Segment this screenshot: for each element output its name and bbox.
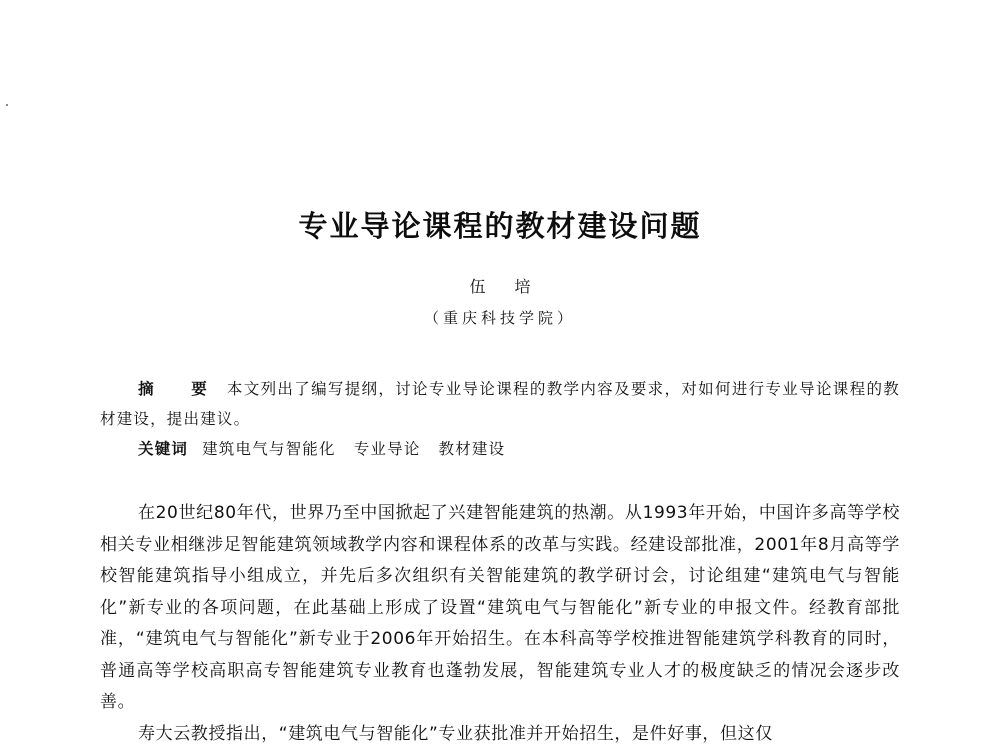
keyword-item: 专业导论	[353, 440, 421, 458]
keyword-item: 教材建设	[438, 440, 506, 458]
scan-speck	[6, 104, 8, 106]
abstract-text: 本文列出了编写提纲，讨论专业导论课程的教学内容及要求，对如何进行专业导论课程的教材建设，提出建议。	[100, 380, 900, 428]
keyword-item: 建筑电气与智能化	[202, 440, 336, 458]
abstract-block	[100, 374, 900, 434]
keywords-label: 关键词	[138, 440, 189, 458]
author-affiliation: （重庆科技学院）	[423, 309, 576, 327]
keywords-block	[138, 434, 898, 464]
author-name: 伍 培	[469, 277, 543, 296]
body-paragraph: 在20世纪80年代，世界乃至中国掀起了兴建智能建筑的热潮。从1993年开始，中国许多高等学校相关专业相继涉足智能建筑领域教学内容和课程体系的改革与实践。经建设部批准，2001年8月高等学校智能建筑指导小组成立，并先后多次组织有关智能建筑的教学研讨会，讨论组建“建筑电气与智能化”新专业的各项问题，在此基础上形成了设置“建筑电气与智能化”新专业的申报文件。经教育部批准，“建筑电气与智能化”新专业于2006年开始招生。在本科高等学校推进智能建筑学科教育的同时，普通高等学校高职高专智能建筑专业教育也蓬勃发展，智能建筑专业人才的极度缺乏的情况会逐步改善。	[100, 503, 900, 712]
body-paragraph: 寿大云教授指出，“建筑电气与智能化”专业获批准并开始招生，是件好事，但这仅	[138, 723, 773, 744]
body-text	[100, 498, 900, 745]
abstract-label: 摘 要	[138, 380, 223, 398]
paper-title: 专业导论课程的教材建设问题	[298, 209, 702, 243]
